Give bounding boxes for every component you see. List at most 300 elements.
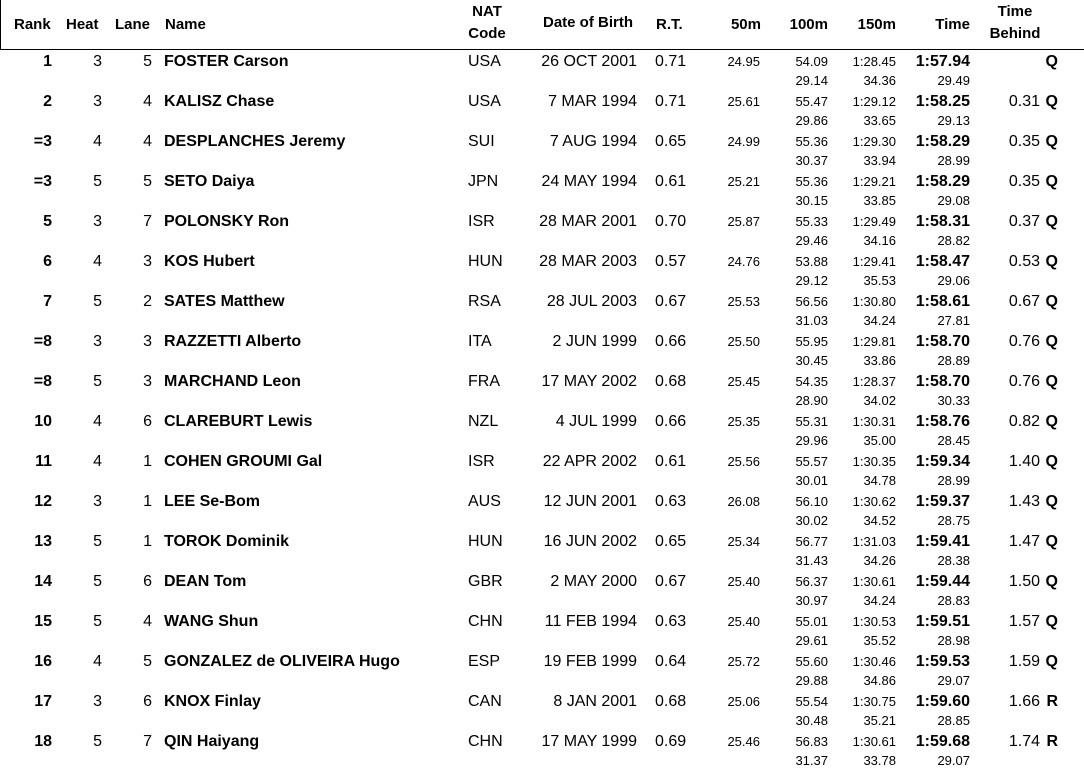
split-100m: 55.01 bbox=[795, 614, 828, 629]
athlete-name: DEAN Tom bbox=[164, 573, 247, 590]
nat-code: GBR bbox=[468, 573, 503, 590]
athlete-name: WANG Shun bbox=[164, 613, 259, 630]
split-150m: 1:30.31 bbox=[852, 414, 896, 429]
time-behind: 1.47 bbox=[1008, 533, 1040, 550]
nat-code: NZL bbox=[468, 413, 499, 430]
table-row bbox=[0, 692, 1084, 732]
rank-cell: =3 bbox=[33, 173, 52, 190]
nat-code: FRA bbox=[468, 373, 500, 390]
athlete-name: POLONSKY Ron bbox=[164, 213, 290, 230]
final-time: 1:59.51 bbox=[915, 613, 970, 630]
date-of-birth: 4 JUL 1999 bbox=[555, 413, 637, 430]
athlete-name: TOROK Dominik bbox=[164, 533, 290, 550]
header-split-100m: 100m bbox=[789, 16, 828, 33]
nat-code: CAN bbox=[468, 693, 502, 710]
split-diff-150m: 34.52 bbox=[863, 513, 896, 528]
split-150m: 1:29.41 bbox=[852, 254, 896, 269]
header-nat-code bbox=[467, 1, 507, 45]
reaction-time: 0.71 bbox=[655, 53, 687, 70]
split-100m: 55.31 bbox=[795, 414, 828, 429]
qualification-status: Q bbox=[1045, 453, 1058, 470]
time-behind: 0.53 bbox=[1008, 253, 1040, 270]
athlete-name: LEE Se-Bom bbox=[164, 493, 261, 510]
header-reaction-time: R.T. bbox=[656, 16, 683, 33]
split-150m: 1:30.80 bbox=[852, 294, 896, 309]
split-50m: 25.53 bbox=[727, 294, 760, 309]
header-nat-line1: NAT bbox=[472, 3, 502, 20]
lane-cell: 1 bbox=[143, 453, 152, 470]
final-time: 1:58.70 bbox=[915, 373, 970, 390]
lane-cell: 7 bbox=[143, 213, 152, 230]
split-diff-200m: 28.99 bbox=[937, 153, 970, 168]
split-150m: 1:29.81 bbox=[852, 334, 896, 349]
rank-cell: 10 bbox=[34, 413, 52, 430]
lane-cell: 3 bbox=[143, 373, 152, 390]
heat-cell: 4 bbox=[93, 413, 102, 430]
rank-cell: 17 bbox=[34, 693, 52, 710]
table-row bbox=[0, 492, 1084, 532]
lane-cell: 6 bbox=[143, 573, 152, 590]
reaction-time: 0.61 bbox=[655, 173, 687, 190]
final-time: 1:58.31 bbox=[915, 213, 970, 230]
table-row bbox=[0, 732, 1084, 772]
table-row bbox=[0, 372, 1084, 412]
header-heat: Heat bbox=[66, 16, 99, 33]
table-row bbox=[0, 132, 1084, 172]
rank-cell: 13 bbox=[34, 533, 52, 550]
split-diff-100m: 31.03 bbox=[795, 313, 828, 328]
split-diff-150m: 34.78 bbox=[863, 473, 896, 488]
header-date-of-birth: Date of Birth bbox=[543, 14, 633, 31]
header-split-150m: 150m bbox=[857, 16, 896, 33]
reaction-time: 0.69 bbox=[655, 733, 687, 750]
date-of-birth: 7 AUG 1994 bbox=[549, 133, 637, 150]
athlete-name: CLAREBURT Lewis bbox=[164, 413, 313, 430]
header-rank: Rank bbox=[14, 16, 51, 33]
reaction-time: 0.65 bbox=[655, 133, 687, 150]
lane-cell: 5 bbox=[143, 53, 152, 70]
split-diff-150m: 34.24 bbox=[863, 313, 896, 328]
split-150m: 1:30.75 bbox=[852, 694, 896, 709]
heat-cell: 4 bbox=[93, 453, 102, 470]
split-50m: 25.61 bbox=[727, 94, 760, 109]
lane-cell: 3 bbox=[143, 333, 152, 350]
athlete-name: SETO Daiya bbox=[164, 173, 255, 190]
split-diff-200m: 28.38 bbox=[937, 553, 970, 568]
split-50m: 25.56 bbox=[727, 454, 760, 469]
split-diff-200m: 28.89 bbox=[937, 353, 970, 368]
final-time: 1:57.94 bbox=[915, 53, 970, 70]
split-100m: 56.56 bbox=[795, 294, 828, 309]
athlete-name: KALISZ Chase bbox=[164, 93, 275, 110]
split-diff-100m: 29.14 bbox=[795, 73, 828, 88]
time-behind: 0.31 bbox=[1008, 93, 1040, 110]
table-row bbox=[0, 572, 1084, 612]
results-table-header bbox=[0, 0, 1084, 50]
qualification-status: R bbox=[1046, 693, 1058, 710]
split-150m: 1:28.45 bbox=[852, 54, 896, 69]
heat-cell: 3 bbox=[93, 93, 102, 110]
heat-cell: 4 bbox=[93, 133, 102, 150]
reaction-time: 0.64 bbox=[655, 653, 687, 670]
heat-cell: 5 bbox=[93, 373, 102, 390]
date-of-birth: 28 JUL 2003 bbox=[546, 293, 637, 310]
split-diff-200m: 28.75 bbox=[937, 513, 970, 528]
reaction-time: 0.67 bbox=[655, 573, 687, 590]
rank-cell: 1 bbox=[43, 53, 52, 70]
heat-cell: 3 bbox=[93, 493, 102, 510]
split-diff-200m: 29.13 bbox=[937, 113, 970, 128]
split-diff-100m: 30.01 bbox=[795, 473, 828, 488]
date-of-birth: 17 MAY 2002 bbox=[541, 373, 637, 390]
nat-code: ISR bbox=[468, 213, 495, 230]
split-diff-150m: 33.86 bbox=[863, 353, 896, 368]
lane-cell: 5 bbox=[143, 653, 152, 670]
rank-cell: =3 bbox=[33, 133, 52, 150]
athlete-name: DESPLANCHES Jeremy bbox=[164, 133, 346, 150]
split-150m: 1:30.62 bbox=[852, 494, 896, 509]
split-100m: 55.60 bbox=[795, 654, 828, 669]
nat-code: ITA bbox=[468, 333, 492, 350]
lane-cell: 7 bbox=[143, 733, 152, 750]
reaction-time: 0.71 bbox=[655, 93, 687, 110]
final-time: 1:58.29 bbox=[915, 173, 970, 190]
nat-code: USA bbox=[468, 93, 501, 110]
heat-cell: 3 bbox=[93, 53, 102, 70]
split-50m: 25.40 bbox=[727, 574, 760, 589]
header-lane: Lane bbox=[115, 16, 151, 33]
rank-cell: 15 bbox=[34, 613, 52, 630]
reaction-time: 0.65 bbox=[655, 533, 687, 550]
split-100m: 55.54 bbox=[795, 694, 828, 709]
reaction-time: 0.63 bbox=[655, 613, 687, 630]
split-diff-150m: 35.00 bbox=[863, 433, 896, 448]
heat-cell: 3 bbox=[93, 333, 102, 350]
rank-cell: 12 bbox=[34, 493, 52, 510]
lane-cell: 4 bbox=[143, 133, 152, 150]
lane-cell: 2 bbox=[143, 293, 152, 310]
table-row bbox=[0, 412, 1084, 452]
split-50m: 25.35 bbox=[727, 414, 760, 429]
rank-cell: 16 bbox=[34, 653, 52, 670]
final-time: 1:59.37 bbox=[915, 493, 970, 510]
split-diff-100m: 30.37 bbox=[795, 153, 828, 168]
nat-code: CHN bbox=[468, 613, 503, 630]
split-50m: 25.06 bbox=[727, 694, 760, 709]
date-of-birth: 26 OCT 2001 bbox=[541, 53, 637, 70]
split-100m: 55.36 bbox=[795, 174, 828, 189]
split-150m: 1:30.46 bbox=[852, 654, 896, 669]
qualification-status: Q bbox=[1045, 293, 1058, 310]
table-row bbox=[0, 92, 1084, 132]
split-100m: 56.10 bbox=[795, 494, 828, 509]
final-time: 1:58.47 bbox=[915, 253, 970, 270]
split-diff-200m: 28.45 bbox=[937, 433, 970, 448]
final-time: 1:58.70 bbox=[915, 333, 970, 350]
rank-cell: 6 bbox=[43, 253, 52, 270]
rank-cell: 2 bbox=[43, 93, 52, 110]
split-100m: 55.36 bbox=[795, 134, 828, 149]
qualification-status: Q bbox=[1045, 613, 1058, 630]
split-diff-100m: 31.43 bbox=[795, 553, 828, 568]
date-of-birth: 28 MAR 2003 bbox=[539, 253, 637, 270]
split-diff-200m: 29.07 bbox=[937, 753, 970, 768]
athlete-name: SATES Matthew bbox=[164, 293, 285, 310]
split-diff-100m: 30.97 bbox=[795, 593, 828, 608]
table-row bbox=[0, 52, 1084, 92]
table-row bbox=[0, 532, 1084, 572]
nat-code: HUN bbox=[468, 253, 503, 270]
split-diff-200m: 29.06 bbox=[937, 273, 970, 288]
split-100m: 56.77 bbox=[795, 534, 828, 549]
qualification-status: Q bbox=[1045, 653, 1058, 670]
time-behind: 0.76 bbox=[1008, 373, 1040, 390]
lane-cell: 6 bbox=[143, 693, 152, 710]
table-row bbox=[0, 652, 1084, 692]
split-50m: 24.95 bbox=[727, 54, 760, 69]
split-diff-100m: 29.96 bbox=[795, 433, 828, 448]
split-diff-200m: 28.98 bbox=[937, 633, 970, 648]
rank-cell: 11 bbox=[35, 453, 52, 470]
split-50m: 25.40 bbox=[727, 614, 760, 629]
split-150m: 1:29.30 bbox=[852, 134, 896, 149]
date-of-birth: 24 MAY 1994 bbox=[541, 173, 637, 190]
heat-cell: 4 bbox=[93, 253, 102, 270]
split-50m: 26.08 bbox=[727, 494, 760, 509]
split-diff-200m: 29.08 bbox=[937, 193, 970, 208]
split-diff-200m: 28.82 bbox=[937, 233, 970, 248]
split-50m: 25.50 bbox=[727, 334, 760, 349]
time-behind: 0.35 bbox=[1008, 173, 1040, 190]
nat-code: HUN bbox=[468, 533, 503, 550]
split-diff-100m: 29.86 bbox=[795, 113, 828, 128]
lane-cell: 1 bbox=[143, 533, 152, 550]
split-150m: 1:29.49 bbox=[852, 214, 896, 229]
qualification-status: Q bbox=[1045, 133, 1058, 150]
heat-cell: 5 bbox=[93, 613, 102, 630]
table-row bbox=[0, 332, 1084, 372]
time-behind: 0.37 bbox=[1008, 213, 1040, 230]
reaction-time: 0.57 bbox=[655, 253, 687, 270]
heat-cell: 3 bbox=[93, 213, 102, 230]
qualification-status: Q bbox=[1045, 493, 1058, 510]
split-150m: 1:30.61 bbox=[852, 574, 896, 589]
lane-cell: 1 bbox=[143, 493, 152, 510]
lane-cell: 6 bbox=[143, 413, 152, 430]
split-diff-150m: 34.02 bbox=[863, 393, 896, 408]
date-of-birth: 7 MAR 1994 bbox=[548, 93, 637, 110]
table-row bbox=[0, 452, 1084, 492]
split-diff-150m: 35.21 bbox=[863, 713, 896, 728]
split-50m: 24.76 bbox=[727, 254, 760, 269]
header-nat-line2: Code bbox=[468, 25, 506, 42]
split-diff-150m: 34.16 bbox=[863, 233, 896, 248]
nat-code: ISR bbox=[468, 453, 495, 470]
table-row bbox=[0, 612, 1084, 652]
qualification-status: Q bbox=[1045, 533, 1058, 550]
athlete-name: QIN Haiyang bbox=[164, 733, 260, 750]
split-50m: 25.72 bbox=[727, 654, 760, 669]
split-50m: 25.34 bbox=[727, 534, 760, 549]
split-100m: 55.47 bbox=[795, 94, 828, 109]
final-time: 1:59.34 bbox=[915, 453, 970, 470]
final-time: 1:59.60 bbox=[915, 693, 970, 710]
heat-cell: 5 bbox=[93, 173, 102, 190]
qualification-status: Q bbox=[1045, 413, 1058, 430]
split-diff-100m: 28.90 bbox=[795, 393, 828, 408]
athlete-name: KNOX Finlay bbox=[164, 693, 261, 710]
split-50m: 24.99 bbox=[727, 134, 760, 149]
heat-cell: 3 bbox=[93, 693, 102, 710]
lane-cell: 5 bbox=[143, 173, 152, 190]
date-of-birth: 12 JUN 2001 bbox=[543, 493, 637, 510]
split-diff-200m: 28.99 bbox=[937, 473, 970, 488]
reaction-time: 0.66 bbox=[655, 413, 687, 430]
split-diff-150m: 33.65 bbox=[863, 113, 896, 128]
athlete-name: RAZZETTI Alberto bbox=[164, 333, 302, 350]
split-diff-200m: 27.81 bbox=[937, 313, 970, 328]
split-100m: 55.33 bbox=[795, 214, 828, 229]
lane-cell: 4 bbox=[143, 613, 152, 630]
header-behind-line2: Behind bbox=[989, 25, 1041, 42]
date-of-birth: 28 MAR 2001 bbox=[539, 213, 637, 230]
qualification-status: Q bbox=[1045, 173, 1058, 190]
split-150m: 1:29.21 bbox=[852, 174, 896, 189]
split-50m: 25.87 bbox=[727, 214, 760, 229]
time-behind: 1.59 bbox=[1008, 653, 1040, 670]
split-diff-150m: 33.78 bbox=[863, 753, 896, 768]
final-time: 1:59.53 bbox=[915, 653, 970, 670]
time-behind: 1.43 bbox=[1008, 493, 1040, 510]
split-diff-100m: 29.12 bbox=[795, 273, 828, 288]
time-behind: 0.67 bbox=[1008, 293, 1040, 310]
qualification-status: Q bbox=[1045, 373, 1058, 390]
split-diff-150m: 34.26 bbox=[863, 553, 896, 568]
reaction-time: 0.61 bbox=[655, 453, 687, 470]
split-150m: 1:30.35 bbox=[852, 454, 896, 469]
header-name: Name bbox=[165, 16, 206, 33]
split-diff-200m: 29.07 bbox=[937, 673, 970, 688]
split-100m: 54.09 bbox=[795, 54, 828, 69]
split-diff-100m: 31.37 bbox=[795, 753, 828, 768]
nat-code: SUI bbox=[468, 133, 495, 150]
rank-cell: 14 bbox=[34, 573, 52, 590]
split-diff-200m: 30.33 bbox=[937, 393, 970, 408]
split-diff-150m: 35.53 bbox=[863, 273, 896, 288]
nat-code: USA bbox=[468, 53, 501, 70]
lane-cell: 4 bbox=[143, 93, 152, 110]
split-150m: 1:30.53 bbox=[852, 614, 896, 629]
qualification-status: Q bbox=[1045, 213, 1058, 230]
split-diff-100m: 30.48 bbox=[795, 713, 828, 728]
header-time-behind bbox=[984, 1, 1046, 45]
split-100m: 55.57 bbox=[795, 454, 828, 469]
heat-cell: 4 bbox=[93, 653, 102, 670]
header-behind-line1: Time bbox=[997, 3, 1033, 20]
split-100m: 56.37 bbox=[795, 574, 828, 589]
date-of-birth: 16 JUN 2002 bbox=[543, 533, 637, 550]
final-time: 1:59.68 bbox=[915, 733, 970, 750]
time-behind: 0.82 bbox=[1008, 413, 1040, 430]
final-time: 1:59.44 bbox=[915, 573, 970, 590]
split-diff-100m: 29.88 bbox=[795, 673, 828, 688]
lane-cell: 3 bbox=[143, 253, 152, 270]
split-diff-150m: 34.24 bbox=[863, 593, 896, 608]
split-diff-150m: 34.86 bbox=[863, 673, 896, 688]
rank-cell: 5 bbox=[43, 213, 52, 230]
nat-code: RSA bbox=[468, 293, 501, 310]
date-of-birth: 11 FEB 1994 bbox=[544, 613, 637, 630]
split-diff-100m: 30.02 bbox=[795, 513, 828, 528]
final-time: 1:58.76 bbox=[915, 413, 970, 430]
rank-cell: =8 bbox=[33, 373, 52, 390]
athlete-name: KOS Hubert bbox=[164, 253, 255, 270]
split-150m: 1:30.61 bbox=[852, 734, 896, 749]
split-diff-100m: 29.61 bbox=[795, 633, 828, 648]
time-behind: 1.66 bbox=[1008, 693, 1040, 710]
time-behind: 1.40 bbox=[1008, 453, 1040, 470]
nat-code: JPN bbox=[468, 173, 499, 190]
qualification-status: Q bbox=[1045, 93, 1058, 110]
split-100m: 53.88 bbox=[795, 254, 828, 269]
date-of-birth: 17 MAY 1999 bbox=[541, 733, 637, 750]
split-50m: 25.46 bbox=[727, 734, 760, 749]
athlete-name: MARCHAND Leon bbox=[164, 373, 301, 390]
qualification-status: Q bbox=[1045, 253, 1058, 270]
table-row bbox=[0, 172, 1084, 212]
reaction-time: 0.68 bbox=[655, 373, 687, 390]
table-row bbox=[0, 212, 1084, 252]
final-time: 1:58.29 bbox=[915, 133, 970, 150]
split-100m: 55.95 bbox=[795, 334, 828, 349]
final-time: 1:59.41 bbox=[915, 533, 970, 550]
time-behind: 1.74 bbox=[1008, 733, 1040, 750]
heat-cell: 5 bbox=[93, 573, 102, 590]
split-diff-150m: 33.94 bbox=[863, 153, 896, 168]
heat-cell: 5 bbox=[93, 733, 102, 750]
split-100m: 54.35 bbox=[795, 374, 828, 389]
header-split-50m: 50m bbox=[730, 16, 761, 33]
table-row bbox=[0, 252, 1084, 292]
qualification-status: R bbox=[1046, 733, 1058, 750]
split-diff-200m: 28.83 bbox=[937, 593, 970, 608]
date-of-birth: 19 FEB 1999 bbox=[543, 653, 637, 670]
reaction-time: 0.63 bbox=[655, 493, 687, 510]
athlete-name: GONZALEZ de OLIVEIRA Hugo bbox=[164, 653, 400, 670]
split-100m: 56.83 bbox=[795, 734, 828, 749]
split-150m: 1:31.03 bbox=[852, 534, 896, 549]
reaction-time: 0.67 bbox=[655, 293, 687, 310]
split-diff-150m: 33.85 bbox=[863, 193, 896, 208]
date-of-birth: 2 JUN 1999 bbox=[552, 333, 637, 350]
heat-cell: 5 bbox=[93, 293, 102, 310]
rank-cell: 18 bbox=[34, 733, 52, 750]
reaction-time: 0.68 bbox=[655, 693, 687, 710]
split-50m: 25.45 bbox=[727, 374, 760, 389]
table-row bbox=[0, 292, 1084, 332]
split-diff-150m: 34.36 bbox=[863, 73, 896, 88]
heat-cell: 5 bbox=[93, 533, 102, 550]
date-of-birth: 22 APR 2002 bbox=[542, 453, 637, 470]
rank-cell: =8 bbox=[33, 333, 52, 350]
time-behind: 1.50 bbox=[1008, 573, 1040, 590]
reaction-time: 0.70 bbox=[655, 213, 687, 230]
header-time: Time bbox=[935, 16, 970, 33]
time-behind: 1.57 bbox=[1008, 613, 1040, 630]
split-diff-150m: 35.52 bbox=[863, 633, 896, 648]
time-behind: 0.35 bbox=[1008, 133, 1040, 150]
split-diff-200m: 28.85 bbox=[937, 713, 970, 728]
